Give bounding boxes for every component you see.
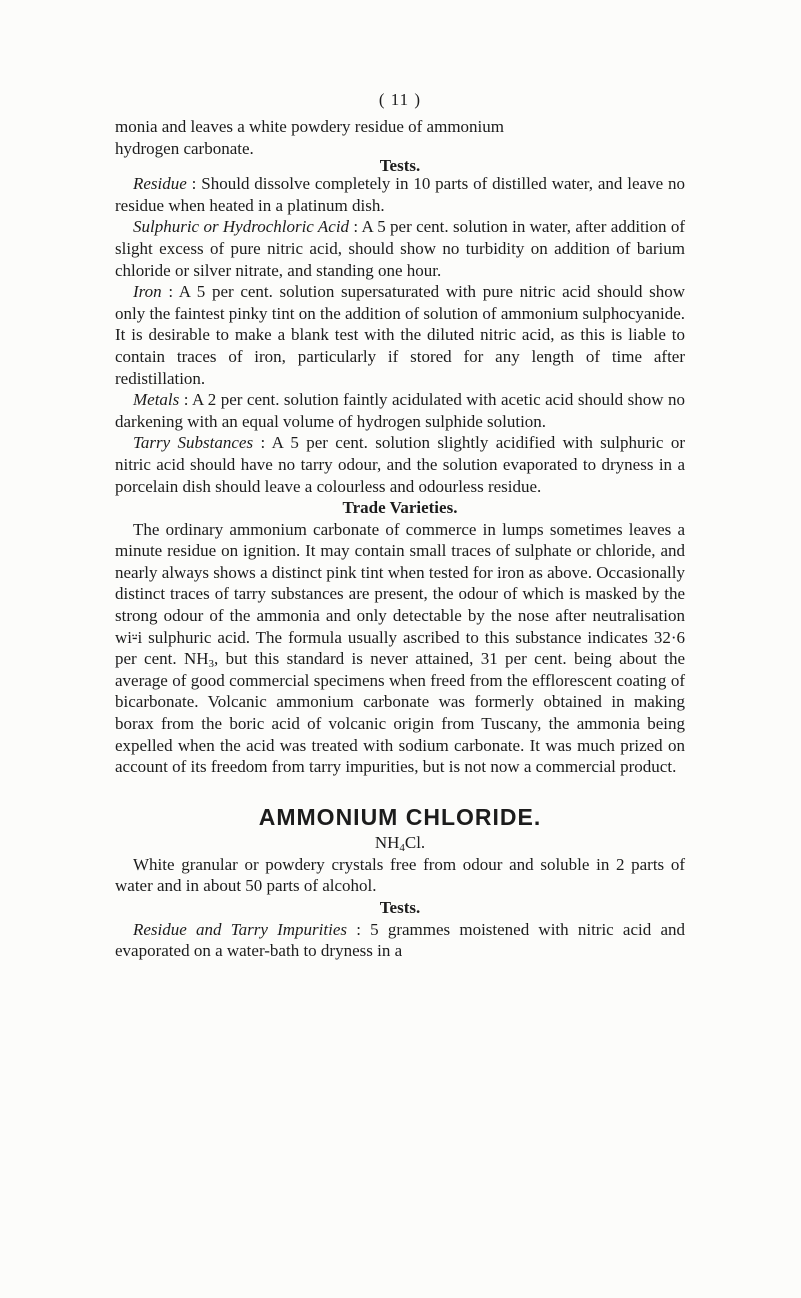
test-lead: Residue (133, 174, 187, 194)
test-residue-tarry: Residue and Tarry Impurities : 5 grammes moistened with nitric acid and evaporated on a water-bath to dryness in a (115, 919, 685, 961)
intro-line-1: monia and leaves a white powdery residue of ammonium (115, 117, 504, 136)
test-lead: Iron (133, 282, 162, 302)
test-text: 5 grammes moistened with nitric acid and evaporated on a water-bath to dryness in a (115, 919, 685, 961)
test-text: Should dissolve completely in 10 parts of distilled water, and leave no residue when heated in a platinum dish. (115, 174, 685, 215)
test-lead: Sulphuric or Hydrochloric Acid (133, 217, 350, 237)
trade-varieties-paragraph: The ordinary ammonium carbonate of commerce in lumps sometimes leaves a minute residue on ignition. It may contain small traces of sulphate or chloride, and nearly always shows a distinct pink tint when tested for iron as above. Occasionally distinct traces of tarry substances are present, the odour of which is masked by the strong odour of the ammonia and only detectable by the nose after neutralisation wi⸚i sulphuric acid. The formula usually ascribed to this substance indicates 32·6 per cent. $NH_3$, but this standard is never attained, 31 per cent. being about the average of good commercial specimens when freed from the efflorescent coating of bicarbonate. Volcanic ammonium carbonate was formerly obtained in making borax from the boric acid of volcanic origin from Tuscany, the ammonia being expelled when the acid was treated with sodium carbonate. It was much prized on account of its freedom from tarry impurities, but is not now a commercial product. (115, 519, 685, 777)
test-tarry-substances: Tarry Substances : A 5 per cent. solution slightly acidified with sulphuric or nitric acid should have no tarry odour, and the solution evaporated to dryness in a porcelain dish should leave a colourless and odourless residue. (115, 433, 685, 496)
chloride-description: White granular or powdery crystals free from odour and soluble in 2 parts of water and in about 50 parts of alcohol. (115, 854, 685, 896)
test-text: A 5 per cent. solution in water, after addition of slight excess of pure nitric acid, should show no turbidity on addition of barium chloride or silver nitrate, and standing one hour. (115, 217, 686, 280)
test-lead: Tarry Substances (133, 433, 254, 453)
page-number: ( 11 ) (378, 90, 422, 109)
test-metals: Metals : A 2 per cent. solution faintly acidulated with acetic acid should show no darkening with an equal volume of hydrogen sulphide solution. (115, 390, 685, 431)
test-lead: Metals (133, 390, 180, 410)
test-residue: Residue : Should dissolve completely in 10 parts of distilled water, and leave no residue when heated in a platinum dish. (115, 174, 685, 215)
subscript: 3 (208, 658, 215, 671)
subscript: 4 (399, 841, 405, 854)
book-page (115, 90, 685, 962)
chemical-formula: $NH_4Cl$. (374, 832, 426, 854)
chloride-tests-heading: Tests. (379, 898, 421, 917)
section-title: AMMONIUM CHLORIDE. (258, 803, 542, 830)
tests-heading: Tests. (379, 156, 421, 176)
intro-line-2: hydrogen carbonate. (115, 138, 254, 158)
test-text: A 5 per cent. solution slightly acidified with sulphuric or nitric acid should have no tarry odour, and the solution evaporated to dryness in a porcelain dish should leave a colourless and odourless residue. (115, 433, 685, 496)
test-iron: Iron : A 5 per cent. solution supersaturated with pure nitric acid should show only the faintest pinky tint on the addition of solution of ammonium sulphocyanide. It is desirable to make a blank test with the diluted nitric acid, as this is liable to contain traces of iron, particularly if stored for any length of time after redistillation. (115, 282, 685, 388)
trade-varieties-heading: Trade Varieties. (342, 498, 458, 518)
test-text: A 2 per cent. solution faintly acidulated with acetic acid should show no darkening with an equal volume of hydrogen sulphide solution. (115, 390, 685, 431)
test-text: A 5 per cent. solution supersaturated with pure nitric acid should show only the faintest pinky tint on the addition of solution of ammonium sulphocyanide. It is desirable to make a blank test with the diluted nitric acid, as this is liable to contain traces of iron, particularly if stored for any length of time after redistillation. (115, 282, 685, 388)
test-sulphuric-acid: Sulphuric or Hydrochloric Acid : A 5 per cent. solution in water, after addition of slight excess of pure nitric acid, should show no turbidity on addition of barium chloride or silver nitrate, and standing one hour. (115, 217, 686, 280)
test-lead: Residue and Tarry Impurities (133, 919, 347, 939)
intro-text (115, 116, 685, 159)
